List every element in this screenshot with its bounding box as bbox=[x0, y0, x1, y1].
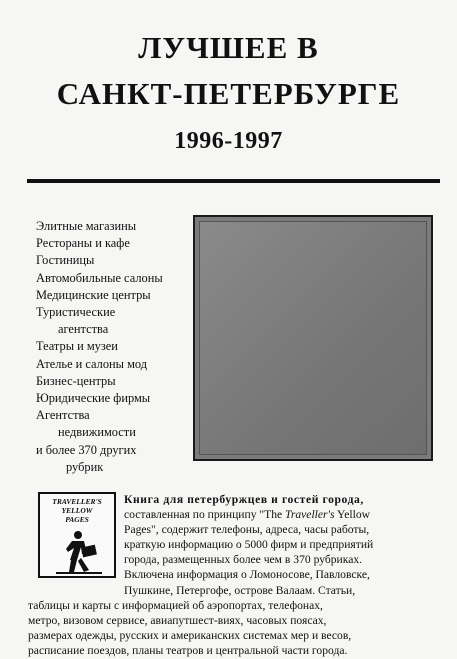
category-item: Агентства bbox=[36, 408, 90, 423]
logo-line-2: YELLOW bbox=[61, 506, 93, 515]
category-item: Юридические фирмы bbox=[36, 391, 151, 406]
description-line-4: краткую информацию о 5000 фирм и предприятий bbox=[124, 538, 374, 552]
category-item: Автомобильные салоны bbox=[36, 270, 163, 285]
description-line-9: метро, визовом сервисе, авиапутшест-виях, часовых поясах, bbox=[28, 613, 327, 627]
category-item: Театры и музеи bbox=[36, 339, 118, 354]
title-line-2: САНКТ-ПЕТЕРБУРГЕ bbox=[56, 76, 401, 111]
description-line-3: Pages", содержит телефоны, адреса, часы работы, bbox=[124, 523, 370, 537]
description-lead: Книга для петербуржцев и гостей города, bbox=[124, 493, 364, 506]
category-item: недвижимости bbox=[58, 425, 136, 440]
description-line-7: Пушкине, Петергофе, острове Валаам. Статьи, bbox=[124, 583, 356, 597]
description-line-11: расписание поездов, планы театров и центральной части города. bbox=[28, 643, 348, 657]
logo-line-1: TRAVELLER'S bbox=[52, 497, 102, 506]
category-item: Элитные магазины bbox=[36, 219, 137, 233]
divider-rule bbox=[27, 179, 440, 183]
logo-line-3: PAGES bbox=[65, 515, 89, 524]
category-item: и более 370 других bbox=[36, 442, 137, 457]
category-item: Ателье и салоны мод bbox=[36, 356, 148, 371]
category-item: рубрик bbox=[66, 459, 104, 474]
title-line-1: ЛУЧШЕЕ В bbox=[138, 30, 319, 65]
years: 1996-1997 bbox=[174, 128, 283, 154]
category-item: Рестораны и кафе bbox=[36, 236, 130, 251]
description-line-2b: Yellow bbox=[334, 508, 370, 522]
description-line-10: размерах одежды, русских и американских системах мер и весов, bbox=[28, 628, 352, 642]
photo-frame bbox=[193, 215, 433, 461]
category-item: Туристические bbox=[36, 305, 116, 320]
description-line-2a: составленная по принципу "The bbox=[124, 508, 286, 522]
book-description bbox=[28, 492, 433, 658]
photo-placeholder bbox=[199, 221, 427, 455]
category-item: Бизнес-центры bbox=[36, 373, 116, 388]
description-line-6: Включена информация о Ломоносове, Павловске, bbox=[124, 568, 370, 582]
category-item: Медицинские центры bbox=[36, 287, 151, 302]
description-line-2-italic: Traveller's bbox=[285, 508, 335, 522]
description-line-8: таблицы и карты с информацией об аэропортах, телефонах, bbox=[28, 598, 323, 612]
category-list bbox=[36, 218, 163, 476]
category-item: агентства bbox=[58, 322, 109, 337]
description-line-5: города, размещенных более чем в 370 рубриках. bbox=[124, 553, 363, 567]
category-item: Гостиницы bbox=[36, 253, 95, 268]
